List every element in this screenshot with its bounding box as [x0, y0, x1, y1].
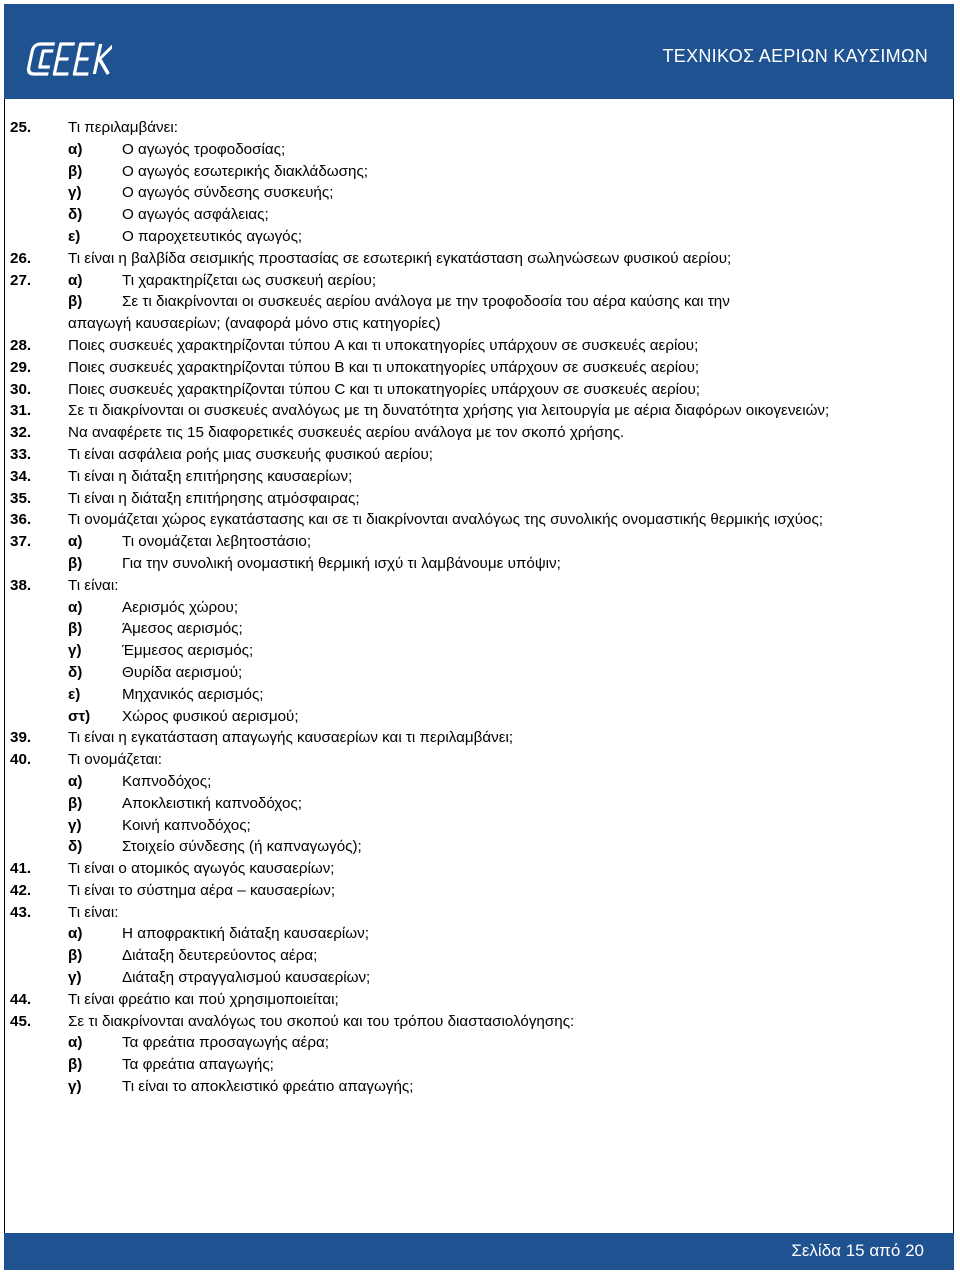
question-39: [10, 727, 950, 749]
sub-label: δ): [68, 838, 83, 856]
sub-item: [68, 161, 950, 183]
question-text: Ποιες συσκευές χαρακτηρίζονται τύπου C και τι υποκατηγορίες υπάρχουν σε συσκευές αερίου;: [68, 380, 700, 398]
question-26: [10, 248, 950, 270]
question-number: 26.: [10, 249, 32, 267]
sub-text: Μηχανικός αερισμός;: [122, 685, 264, 703]
sub-label: β): [68, 162, 83, 180]
sub-text: Διάταξη δευτερεύοντος αέρα;: [122, 947, 318, 965]
question-number: 27.: [10, 271, 32, 289]
sub-item: [68, 967, 950, 989]
sub-text: Αερισμός χώρου;: [122, 598, 239, 616]
question-number: 34.: [10, 467, 32, 485]
question-number: 37.: [10, 533, 32, 551]
sub-label: γ): [68, 1078, 82, 1096]
question-27: [10, 270, 950, 335]
sub-text: Τα φρεάτια απαγωγής;: [122, 1056, 274, 1074]
question-text: Ποιες συσκευές χαρακτηρίζονται τύπου A και τι υποκατηγορίες υπάρχουν σε συσκευές αερίου;: [68, 336, 699, 354]
sub-label: δ): [68, 663, 83, 681]
question-38: [10, 575, 950, 728]
question-text: Τι είναι ο ατομικός αγωγός καυσαερίων;: [68, 860, 335, 878]
question-32: [10, 422, 950, 444]
question-35: [10, 488, 950, 510]
sub-label: γ): [68, 816, 82, 834]
sub-item: [68, 684, 950, 706]
sub-text: Στοιχείο σύνδεσης (ή καπναγωγός);: [122, 838, 362, 856]
question-33: [10, 444, 950, 466]
question-42: [10, 880, 950, 902]
sub-text: Ο αγωγός ασφάλειας;: [122, 206, 269, 224]
question-text: Τι είναι ασφάλεια ροής μιας συσκευής φυσικού αερίου;: [68, 445, 433, 463]
question-text: Τι είναι η εγκατάσταση απαγωγής καυσαερίων και τι περιλαμβάνει;: [68, 729, 514, 747]
question-number: 33.: [10, 445, 32, 463]
sub-label: β): [68, 293, 83, 311]
sub-label: β): [68, 947, 83, 965]
question-text: Τι είναι η βαλβίδα σεισμικής προστασίας σε εσωτερική εγκατάσταση σωληνώσεων φυσικού αερίου;: [68, 249, 732, 267]
question-text: Σε τι διακρίνονται οι συσκευές αναλόγως με τη δυνατότητα χρήσης για λειτουργία με αέρια διαφόρων οικογενειών;: [68, 402, 830, 420]
sub-label: γ): [68, 642, 82, 660]
question-text: Ποιες συσκευές χαρακτηρίζονται τύπου B και τι υποκατηγορίες υπάρχουν σε συσκευές αερίου;: [68, 358, 700, 376]
question-number: 39.: [10, 729, 32, 747]
question-number: 45.: [10, 1012, 32, 1030]
sub-label: α): [68, 140, 83, 158]
sub-label: β): [68, 794, 83, 812]
sub-text: Άμεσος αερισμός;: [122, 620, 243, 638]
question-number: 36.: [10, 511, 32, 529]
sub-label: α): [68, 533, 83, 551]
ceek-logo: [26, 38, 112, 80]
question-text: Να αναφέρετε τις 15 διαφορετικές συσκευές αερίου ανάλογα με τον σκοπό χρήσης.: [68, 424, 625, 442]
question-44: [10, 989, 950, 1011]
sub-text-continuation: απαγωγή καυσαερίων; (αναφορά μόνο στις κατηγορίες): [68, 315, 441, 333]
sub-item: [68, 226, 950, 248]
sub-item: [68, 139, 950, 161]
question-list: [10, 117, 950, 1098]
sub-item: [68, 531, 950, 553]
sub-text: Τι είναι το αποκλειστικό φρεάτιο απαγωγής;: [122, 1078, 414, 1096]
question-28: [10, 335, 950, 357]
header-bar: [4, 4, 954, 99]
question-number: 25.: [10, 119, 32, 136]
sub-item: [68, 662, 950, 684]
sub-item: [68, 291, 950, 313]
sub-text: Αποκλειστική καπνοδόχος;: [122, 794, 302, 812]
sub-text: Ο αγωγός σύνδεσης συσκευής;: [122, 184, 334, 202]
header-title: ΤΕΧΝΙΚΟΣ ΑΕΡΙΩΝ ΚΑΥΣΙΜΩΝ: [662, 46, 928, 66]
sub-text: Διάταξη στραγγαλισμού καυσαερίων;: [122, 969, 371, 987]
footer-bar: [4, 1233, 954, 1270]
sub-item: [68, 1076, 950, 1098]
question-37: [10, 531, 950, 575]
sub-label: στ): [68, 707, 91, 725]
question-number: 35.: [10, 489, 32, 507]
sub-item: [68, 618, 950, 640]
sub-item: [68, 270, 950, 292]
question-34: [10, 466, 950, 488]
question-29: [10, 357, 950, 379]
sub-label: δ): [68, 206, 83, 224]
question-text: Τι είναι το σύστημα αέρα – καυσαερίων;: [68, 881, 336, 899]
question-number: 31.: [10, 402, 32, 420]
sub-text: Τα φρεάτια προσαγωγής αέρα;: [122, 1034, 329, 1052]
question-number: 28.: [10, 336, 32, 354]
page-number: Σελίδα 15 από 20: [791, 1241, 924, 1260]
question-number: 41.: [10, 860, 32, 878]
sub-item: [68, 1032, 950, 1054]
question-41: [10, 858, 950, 880]
question-number: 29.: [10, 358, 32, 376]
question-31: [10, 400, 950, 422]
sub-label: α): [68, 772, 83, 790]
question-43: [10, 902, 950, 989]
sub-label: β): [68, 620, 83, 638]
sub-item: [68, 1054, 950, 1076]
sub-label: β): [68, 554, 83, 572]
question-text: Τι είναι η διάταξη επιτήρησης καυσαερίων;: [68, 467, 353, 485]
question-36: [10, 509, 950, 531]
question-text: Τι είναι φρεάτιο και πού χρησιμοποιείται;: [68, 990, 339, 1008]
sub-label: α): [68, 598, 83, 616]
question-text: Τι περιλαμβάνει:: [68, 119, 178, 136]
sub-text: Η αποφρακτική διάταξη καυσαερίων;: [122, 925, 369, 943]
question-text: Τι ονομάζεται:: [68, 751, 162, 769]
sub-label: γ): [68, 184, 82, 202]
sub-item: [68, 836, 950, 858]
sub-text: Τι ονομάζεται λεβητοστάσιο;: [122, 533, 312, 551]
sub-label: α): [68, 925, 83, 943]
sub-item: [68, 771, 950, 793]
sub-label: α): [68, 271, 83, 289]
question-number: 32.: [10, 424, 32, 442]
sub-item: [68, 553, 950, 575]
sub-label: ε): [68, 685, 81, 703]
sub-text: Ο αγωγός εσωτερικής διακλάδωσης;: [122, 162, 369, 180]
sub-item: [68, 640, 950, 662]
question-number: 30.: [10, 380, 32, 398]
sub-text: Χώρος φυσικού αερισμού;: [122, 707, 299, 725]
sub-item: [68, 597, 950, 619]
question-text: Τι είναι:: [68, 903, 119, 921]
sub-label: γ): [68, 969, 82, 987]
sub-text: Για την συνολική ονομαστική θερμική ισχύ τι λαμβάνουμε υπόψιν;: [122, 554, 561, 572]
question-40: [10, 749, 950, 858]
sub-text: Καπνοδόχος;: [122, 772, 212, 790]
sub-text: Κοινή καπνοδόχος;: [122, 816, 251, 834]
question-25: [10, 117, 950, 248]
question-45: [10, 1011, 950, 1098]
question-number: 40.: [10, 751, 32, 769]
sub-text: Ο παροχετευτικός αγωγός;: [122, 227, 303, 245]
sub-label: α): [68, 1034, 83, 1052]
sub-text: Θυρίδα αερισμού;: [122, 663, 243, 681]
sub-item: [68, 923, 950, 945]
sub-item: [68, 706, 950, 728]
sub-item: [68, 204, 950, 226]
sub-text: Τι χαρακτηρίζεται ως συσκευή αερίου;: [122, 271, 377, 289]
sub-item: [68, 182, 950, 204]
question-text: Τι είναι η διάταξη επιτήρησης ατμόσφαιρας;: [68, 489, 360, 507]
question-number: 42.: [10, 881, 32, 899]
sub-item: [68, 945, 950, 967]
question-number: 44.: [10, 990, 32, 1008]
sub-text: Έμμεσος αερισμός;: [122, 642, 254, 660]
sub-text: Ο αγωγός τροφοδοσίας;: [122, 140, 286, 158]
question-text: Τι ονομάζεται χώρος εγκατάστασης και σε τι διακρίνονται αναλόγως της συνολικής ονομαστικής θερμικής ισχύος;: [68, 511, 823, 529]
sub-item: [68, 793, 950, 815]
sub-item: [68, 815, 950, 837]
question-number: 43.: [10, 903, 32, 921]
question-30: [10, 379, 950, 401]
question-text: Σε τι διακρίνονται αναλόγως του σκοπού και του τρόπου διαστασιολόγησης:: [68, 1012, 575, 1030]
question-number: 38.: [10, 576, 32, 594]
sub-label: β): [68, 1056, 83, 1074]
sub-text: Σε τι διακρίνονται οι συσκευές αερίου ανάλογα με την τροφοδοσία του αέρα καύσης και την: [122, 293, 730, 311]
question-text: Τι είναι:: [68, 576, 119, 594]
sub-label: ε): [68, 227, 81, 245]
